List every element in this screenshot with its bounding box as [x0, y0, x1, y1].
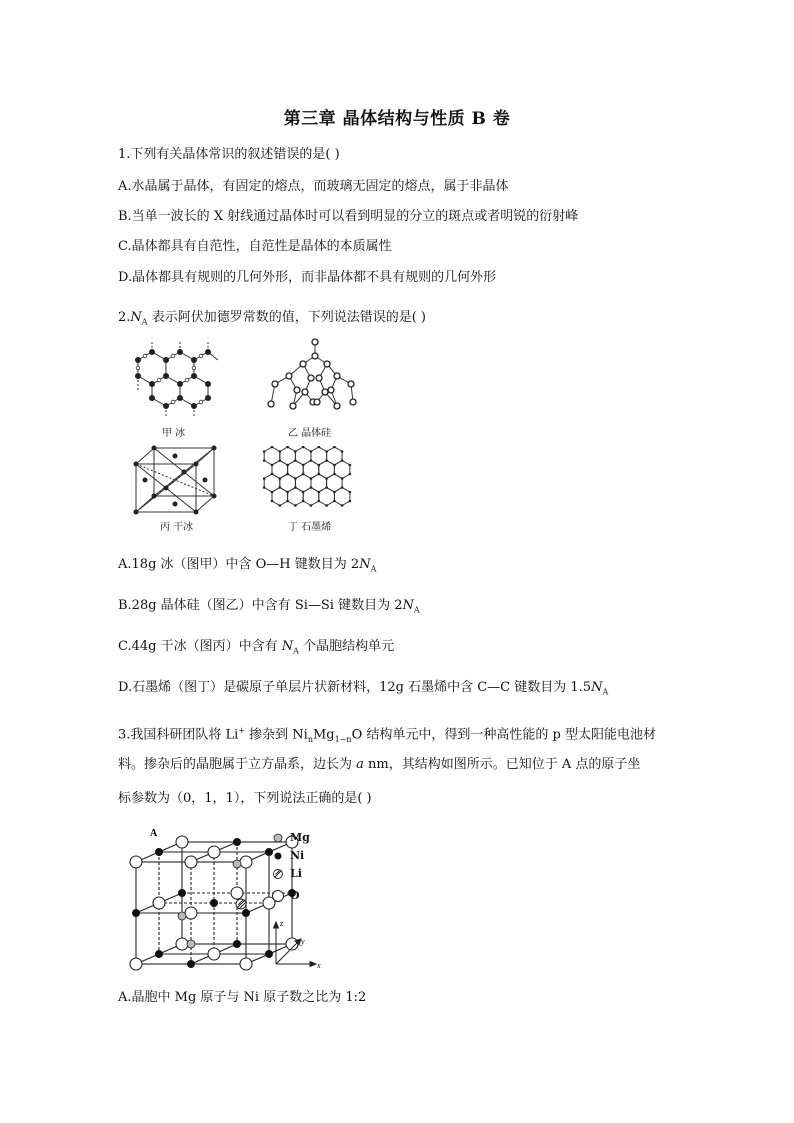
graphene-hexagon — [288, 488, 304, 506]
carbon-atom — [263, 450, 266, 453]
q1-option-d: D.晶体都具有规则的几何外形，而非晶体都不具有规则的几何外形 — [118, 270, 497, 285]
q2-stem-text: 表示阿伏加德罗常数的值，下列说法错误的是( ) — [151, 310, 426, 325]
ice-structure-figure — [130, 338, 220, 418]
carbon-atom — [263, 486, 266, 489]
carbon-atom — [271, 464, 274, 467]
ni-legend-icon — [275, 853, 282, 860]
carbon-atom — [286, 491, 289, 494]
q2-option-c: C.44g 干冰（图丙）中含有 $N_A$ 个晶胞结构单元 — [118, 639, 395, 656]
q3-stem-line1: 3.我国科研团队将 Li+ 掺杂到 $Ni_nMg_{1-n}O$ 结构单元中，得到一种高性能的 p 型太阳能电池材 — [118, 726, 656, 744]
carbon-atom — [333, 473, 336, 476]
carbon-atom — [286, 464, 289, 467]
carbon-atom — [325, 504, 328, 507]
q3-stem-line2: 料。掺杂后的晶胞属于立方晶系，边长为 a nm，其结构如图所示。已知位于 A 点的原子坐 — [118, 757, 641, 772]
svg-text:z: z — [280, 919, 284, 928]
graphene-structure-figure — [262, 446, 362, 516]
carbon-atom — [310, 477, 313, 480]
graphene-hexagon — [334, 488, 350, 506]
point-a-label: A — [150, 828, 158, 839]
q1-option-a: A.水晶属于晶体，有固定的熔点，而玻璃无固定的熔点，属于非晶体 — [118, 179, 509, 194]
carbon-atom — [349, 464, 352, 467]
carbon-atom — [318, 491, 321, 494]
caption-graphene: 丁 石墨烯 — [288, 522, 332, 533]
q1-option-b: B.当单一波长的 X 射线通过晶体时可以看到明显的分立的斑点或者明锐的衍射峰 — [118, 209, 579, 224]
legend-label-o: O — [290, 889, 300, 902]
page-title: 第三章 晶体结构与性质 B 卷 — [283, 109, 511, 129]
carbon-atom — [341, 504, 344, 507]
caption-ice: 甲 冰 — [162, 428, 186, 439]
q2-stem — [118, 309, 426, 332]
q1-option-c: C.晶体都具有自范性，自范性是晶体的本质属性 — [118, 239, 392, 254]
carbon-atom — [279, 486, 282, 489]
carbon-atom — [310, 459, 313, 462]
carbon-atom — [294, 459, 297, 462]
na-symbol: $N_A$ — [359, 557, 377, 574]
carbon-atom — [333, 491, 336, 494]
carbon-atom — [341, 477, 344, 480]
na-symbol: $N_A$ — [281, 639, 299, 656]
na-symbol: $N_A$ — [130, 310, 148, 327]
carbon-atom — [294, 477, 297, 480]
q1-stem: 1.下列有关晶体常识的叙述错误的是( ) — [118, 147, 340, 162]
dry-ice-structure-figure — [130, 444, 220, 516]
carbon-atom — [325, 459, 328, 462]
carbon-atom — [349, 473, 352, 476]
carbon-atom — [341, 459, 344, 462]
carbon-atom — [325, 486, 328, 489]
carbon-atom — [349, 491, 352, 494]
na-symbol: $N_A$ — [402, 598, 420, 615]
carbon-atom — [333, 464, 336, 467]
carbon-atom — [294, 450, 297, 453]
carbon-atom — [279, 450, 282, 453]
svg-text:x: x — [317, 961, 321, 970]
carbon-atom — [302, 464, 305, 467]
carbon-atom — [318, 473, 321, 476]
caption-dry-ice: 丙 干冰 — [160, 522, 194, 533]
carbon-atom — [271, 491, 274, 494]
graphene-hexagon — [319, 488, 335, 506]
carbon-atom — [279, 459, 282, 462]
na-symbol: $N_A$ — [591, 680, 609, 697]
carbon-atom — [302, 473, 305, 476]
legend-label-li: Li — [290, 867, 302, 880]
carbon-atom — [310, 486, 313, 489]
carbon-atom — [263, 459, 266, 462]
carbon-atom — [279, 504, 282, 507]
carbon-atom — [325, 450, 328, 453]
carbon-atom — [294, 504, 297, 507]
carbon-atom — [318, 464, 321, 467]
carbon-atom — [286, 473, 289, 476]
caption-silicon: 乙 晶体硅 — [288, 428, 332, 439]
q2-option-b: B.28g 晶体硅（图乙）中含有 Si—Si 键数目为 $2N_A$ — [118, 598, 420, 615]
carbon-atom — [310, 450, 313, 453]
carbon-atom — [318, 500, 321, 503]
q2-stem-number: 2. — [118, 310, 131, 325]
mg-legend-icon — [274, 834, 282, 842]
legend-label-ni: Ni — [290, 849, 305, 862]
carbon-atom — [279, 477, 282, 480]
graphene-hexagon — [272, 488, 288, 506]
li-legend-icon — [274, 870, 283, 879]
carbon-atom — [302, 491, 305, 494]
carbon-atom — [286, 500, 289, 503]
graphene-hexagon — [303, 488, 319, 506]
carbon-atom — [333, 500, 336, 503]
q3-stem-line3: 标参数为（0，1，1），下列说法正确的是( ) — [118, 791, 372, 806]
q3-option-a: A.晶胞中 Mg 原子与 Ni 原子数之比为 1:2 — [118, 990, 367, 1005]
carbon-atom — [294, 486, 297, 489]
coordinate-axes — [268, 914, 328, 972]
carbon-atom — [302, 500, 305, 503]
carbon-atom — [341, 450, 344, 453]
carbon-atom — [310, 504, 313, 507]
carbon-atom — [341, 486, 344, 489]
carbon-atom — [263, 477, 266, 480]
legend-label-mg: Mg — [290, 831, 310, 844]
carbon-atom — [349, 500, 352, 503]
q2-option-a: A.18g 冰（图甲）中含 O—H 键数目为 $2N_A$ — [118, 557, 377, 574]
svg-text:y: y — [301, 937, 305, 946]
carbon-atom — [271, 473, 274, 476]
q2-option-d: D.石墨烯（图丁）是碳原子单层片状新材料，12g 石墨烯中含 C—C 键数目为 $1.5N_A$ — [118, 680, 609, 697]
edge-length-variable: a — [356, 757, 364, 772]
carbon-atom — [271, 500, 274, 503]
carbon-atom — [325, 477, 328, 480]
silicon-structure-figure — [265, 336, 360, 416]
o-legend-icon — [273, 891, 284, 902]
